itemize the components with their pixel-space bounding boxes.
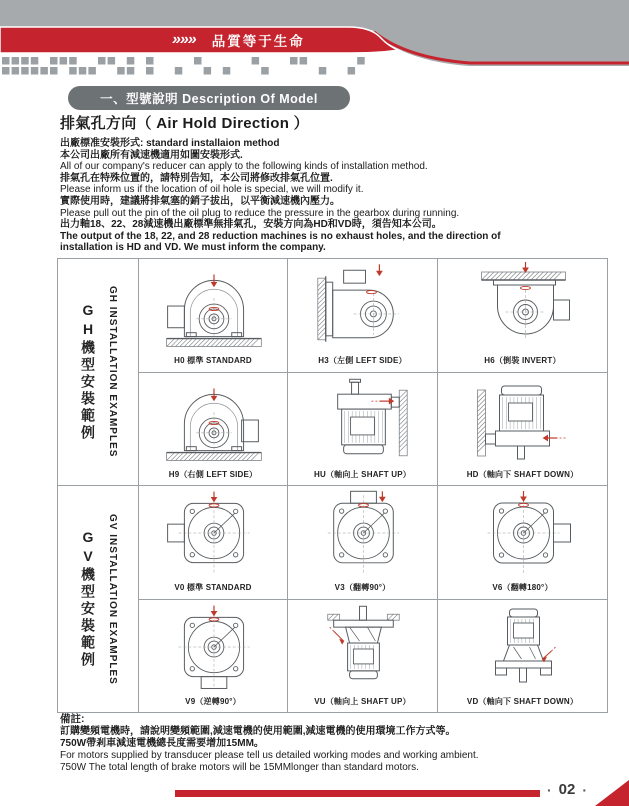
install-cell-v3	[287, 486, 437, 599]
intro-heading: 排氣孔方向（ Air Hold Direction ）	[60, 115, 309, 132]
cell-label-vu: VU（軸向上 SHAFT UP）	[314, 697, 411, 706]
note-line-4: 750W The total length of brake motors will be 15MMlonger than standard motors.	[60, 762, 419, 774]
group-label-en-gv: GV INSTALLATION EXAMPLES	[107, 513, 118, 685]
notes-section	[60, 713, 585, 774]
install-cell-vd	[437, 599, 607, 712]
footer-red-bar	[175, 790, 540, 797]
page-number-value: 02	[558, 781, 576, 798]
motor-front-standard-diagram	[139, 262, 287, 354]
installation-table	[57, 258, 608, 713]
group-label-en-gh: GH INSTALLATION EXAMPLES	[107, 286, 118, 458]
install-cell-h9	[139, 372, 287, 485]
page-number	[547, 781, 587, 798]
intro-line-2: 本公司出廠所有減速機適用如圖安裝形式.	[60, 149, 243, 161]
cell-label-v6: V6（翻轉180°）	[492, 583, 553, 592]
group-label-cn-gv: GV機型安裝範例	[80, 529, 96, 669]
intro-line-8: 出力軸18、22、28減速機出廠標準無排氣孔，安裝方向為HD和VD時，須告知本公司。	[60, 219, 442, 231]
section-title-pill	[68, 86, 350, 110]
install-cell-vu	[287, 599, 437, 712]
cell-label-h9: H9（右側 LEFT SIDE）	[168, 470, 258, 479]
motor-vertical-down-wall-diagram	[438, 376, 607, 468]
install-cell-hd	[437, 372, 607, 485]
install-group-gv	[58, 486, 607, 713]
note-line-1: 訂購變頻電機時，請說明變頻範圍,減速電機的使用範圍,減速電機的使用環境工作方式等。	[60, 725, 456, 737]
motor-vertical-down-floor-diagram	[438, 603, 607, 695]
install-cell-h0	[139, 259, 287, 372]
group-cells-gv	[138, 486, 607, 712]
cell-label-v0: V0 標準 STANDARD	[174, 583, 252, 592]
note-line-2: 750W帶剎車減速電機總長度需要增加15MM。	[60, 737, 264, 749]
motor-ceiling-invert-diagram	[438, 262, 607, 354]
cell-label-v3: V3（翻轉90°）	[334, 583, 391, 592]
group-cells-gh	[138, 259, 607, 485]
corner-decoration-icon	[595, 780, 629, 806]
motor-top-box-left-diagram	[139, 489, 287, 581]
cell-label-hd: HD（軸向下 SHAFT DOWN）	[466, 470, 579, 479]
group-label-gv	[58, 486, 138, 712]
install-cell-v0	[139, 486, 287, 599]
intro-line-3: All of our company's reducer can apply to the following kinds of installation method.	[60, 161, 428, 173]
cell-label-h0: H0 標準 STANDARD	[174, 356, 252, 365]
intro-line-6: 實際使用時，建議將排氣塞的銷子拔出，以平衡減速機內壓力。	[60, 195, 340, 207]
install-cell-hu	[287, 372, 437, 485]
motor-front-mirror-diagram	[139, 376, 287, 468]
notes-heading: 備註:	[60, 713, 85, 725]
install-group-gh	[58, 259, 607, 486]
install-cell-h3	[287, 259, 437, 372]
intro-paragraphs	[60, 138, 585, 254]
motor-top-box-right-diagram	[438, 489, 607, 581]
notes-lines	[60, 726, 585, 775]
cell-label-h3: H3（左側 LEFT SIDE）	[318, 356, 407, 365]
pixel-pattern	[2, 57, 372, 79]
group-label-gh	[58, 259, 138, 485]
intro-line-5: Please inform us if the location of oil hole is special, we will modify it.	[60, 184, 364, 196]
banner-text-row	[172, 29, 305, 51]
page-dot-left: ·	[547, 781, 552, 798]
motor-vertical-up-wall-diagram	[288, 376, 437, 468]
cell-label-hu: HU（軸向上 SHAFT UP）	[314, 470, 411, 479]
cell-label-h6: H6（倒裝 INVERT）	[484, 356, 561, 365]
chevrons-icon: »»»	[172, 31, 196, 48]
motor-top-box-bottom-diagram	[139, 603, 287, 695]
intro-line-9: The output of the 18, 22, and 28 reduction machines is no exhaust holes, and the direction of	[60, 230, 501, 242]
motor-vertical-up-ceiling-diagram	[288, 603, 437, 695]
install-cell-v9	[139, 599, 287, 712]
note-line-3: For motors supplied by transducer please tell us detailed working modes and working ambient.	[60, 749, 479, 761]
motor-top-box-top-diagram	[288, 489, 437, 581]
install-cell-h6	[437, 259, 607, 372]
intro-line-10: installation is HD and VD. We must inform the company.	[60, 242, 326, 254]
intro-line-7: Please pull out the pin of the oil plug to reduce the pressure in the gearbox during running.	[60, 207, 460, 219]
intro-line-1: 出廠標准安裝形式: standard installaion method	[60, 138, 280, 149]
motor-wall-left-diagram	[288, 262, 437, 354]
cell-label-v9: V9（逆轉90°）	[185, 697, 241, 706]
banner-title: 品質等于生命	[211, 34, 305, 49]
cell-label-vd: VD（軸向下 SHAFT DOWN）	[466, 697, 579, 706]
group-label-cn-gh: GH機型安裝範例	[80, 302, 96, 442]
page-dot-right: ·	[582, 781, 588, 798]
header-gray-band	[0, 0, 629, 30]
intro-line-4: 排氣孔在特殊位置的，請特別告知，本公司將修改排氣孔位置.	[60, 172, 333, 184]
section-title: 一、型號說明 Description Of Model	[100, 92, 318, 106]
intro-section	[60, 112, 585, 254]
install-cell-v6	[437, 486, 607, 599]
